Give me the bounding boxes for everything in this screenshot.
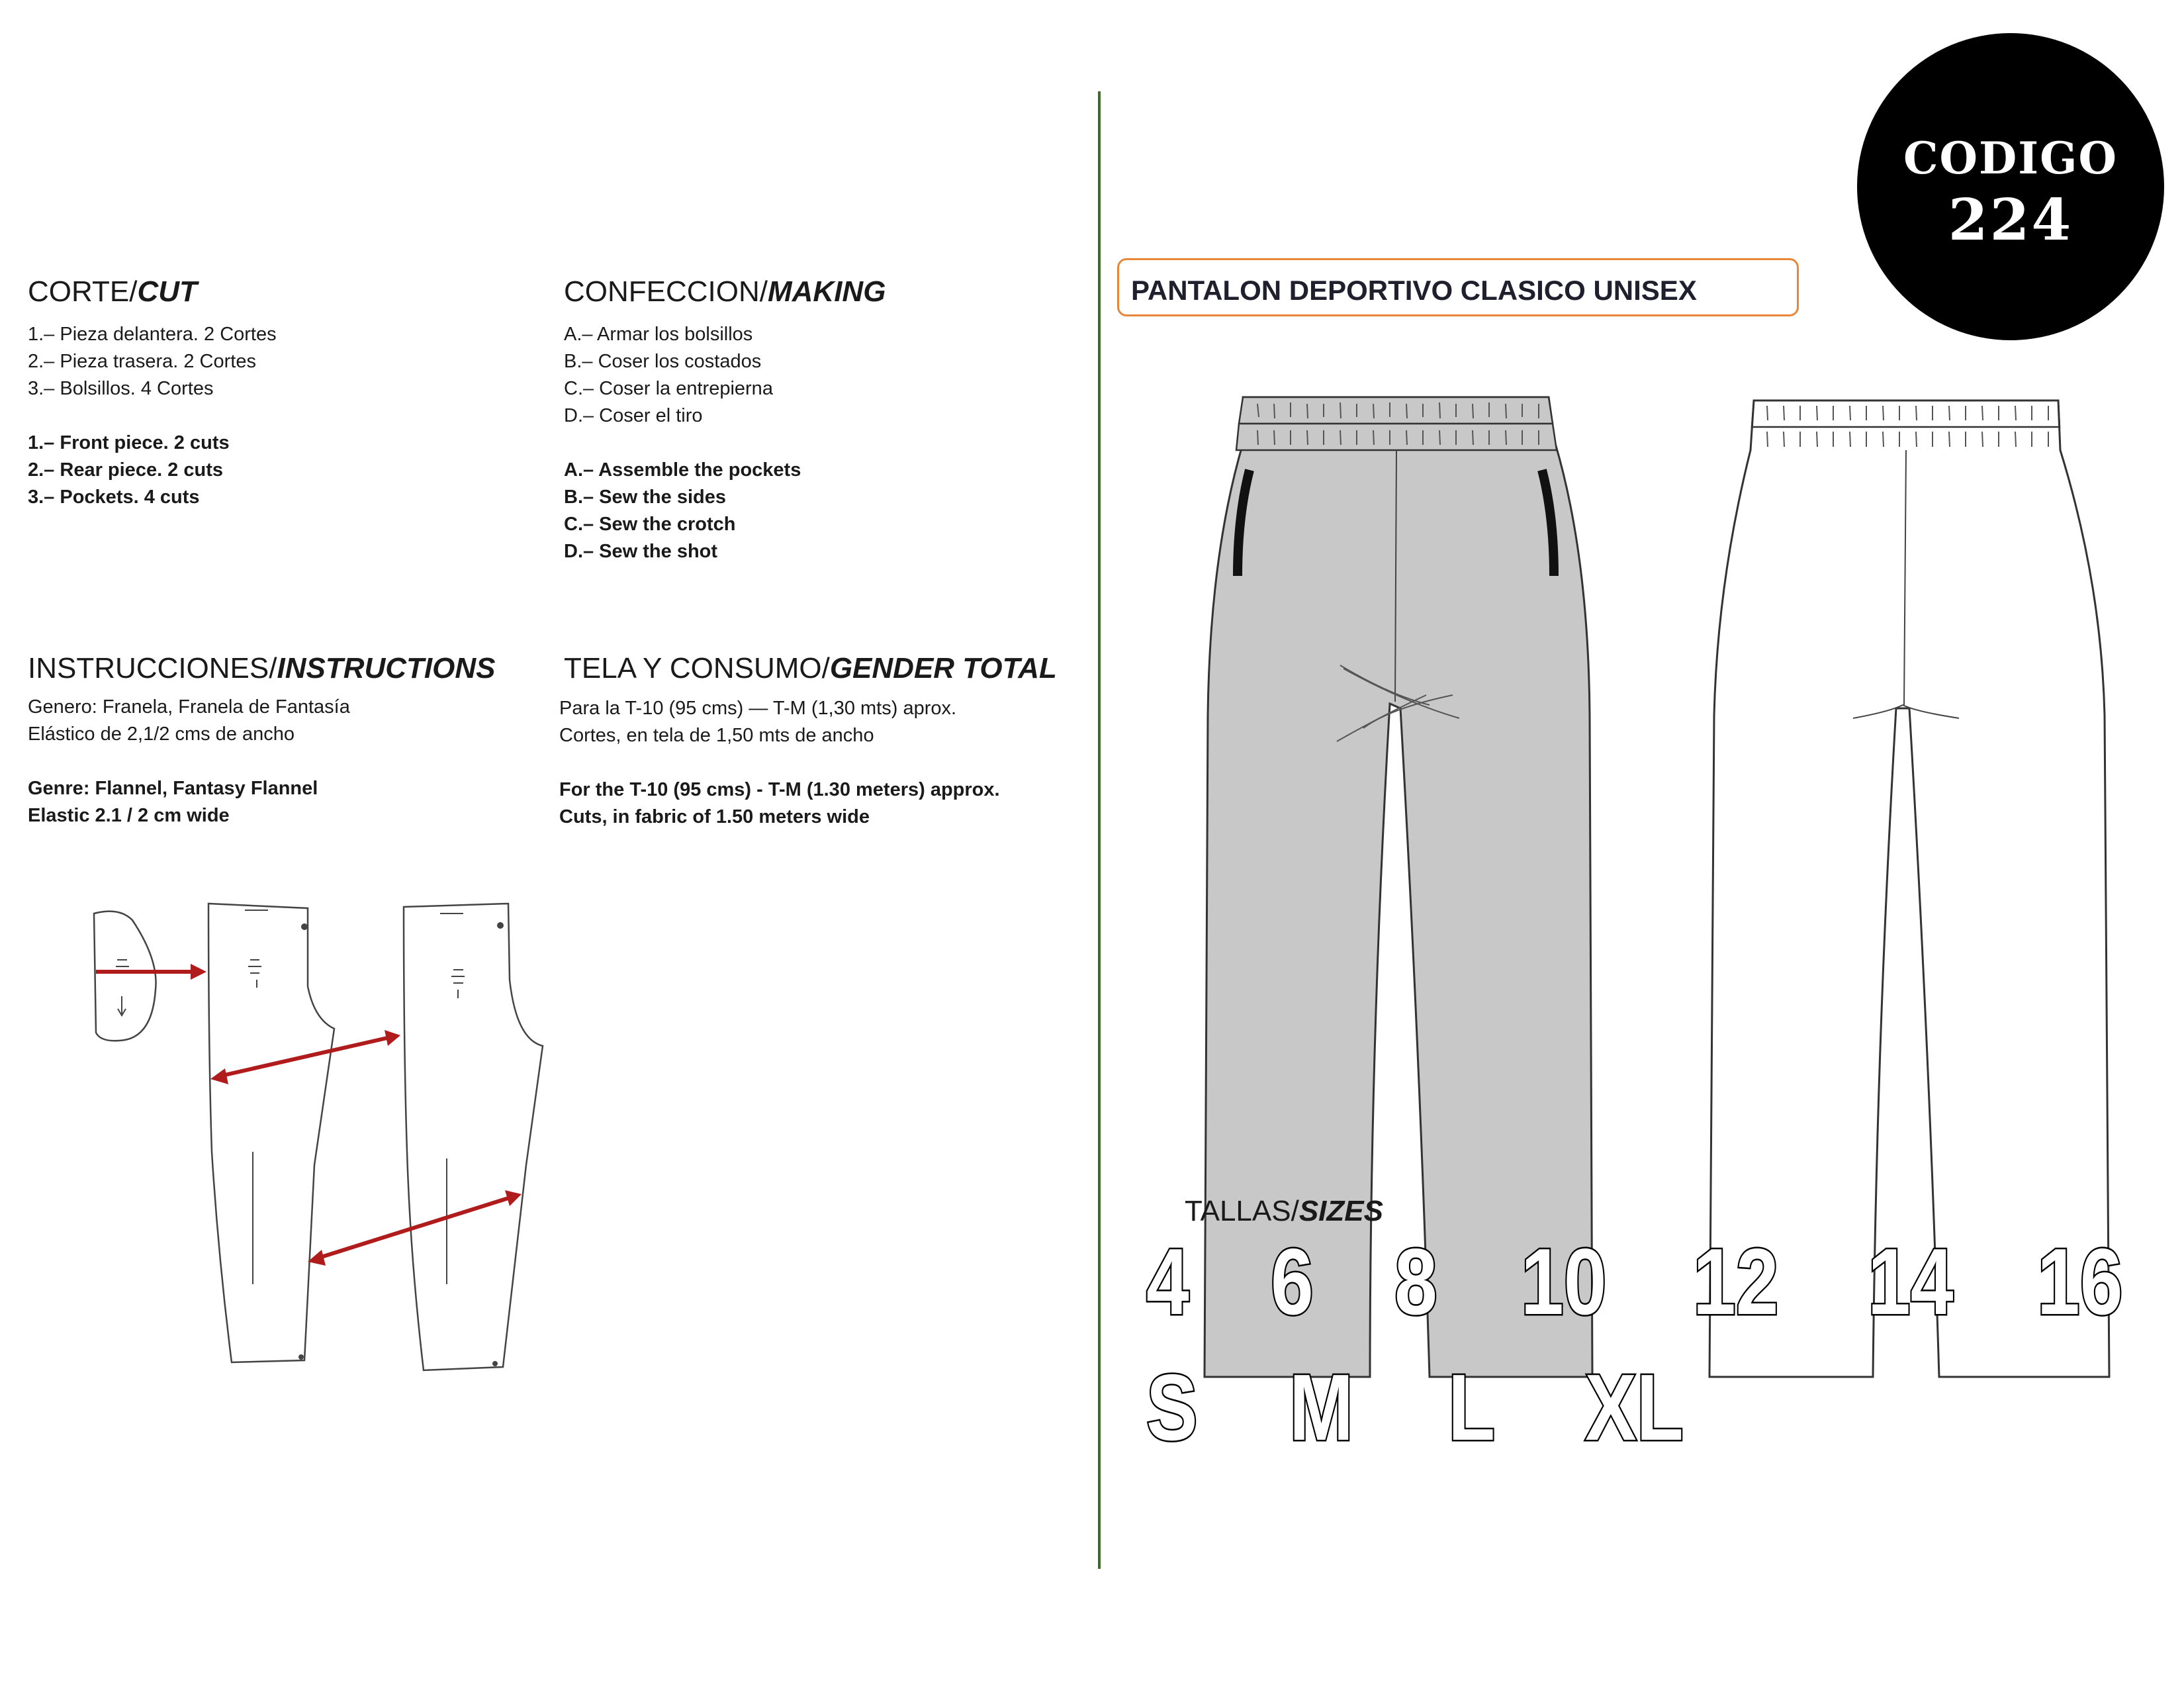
making-en-line: C.– Sew the crotch — [564, 514, 736, 535]
size-letter: XL — [1585, 1355, 1684, 1460]
cut-es-list — [28, 321, 277, 402]
instructions-heading-es: INSTRUCCIONES/ — [28, 652, 277, 684]
fabric-es-line: Cortes, en tela de 1,50 mts de ancho — [559, 725, 874, 746]
instructions-en-line: Genre: Flannel, Fantasy Flannel — [28, 778, 318, 799]
cut-heading — [28, 275, 197, 309]
fabric-heading — [564, 651, 1057, 686]
front-piece — [208, 904, 334, 1362]
sizes-label-en: SIZES — [1298, 1195, 1383, 1227]
size-letter: S — [1146, 1355, 1198, 1460]
instructions-en-list — [28, 775, 318, 829]
cut-es-line: 3.– Bolsillos. 4 Cortes — [28, 378, 214, 399]
fabric-heading-es: TELA Y CONSUMO/ — [564, 652, 830, 684]
making-es-line: A.– Armar los bolsillos — [564, 324, 753, 345]
column-divider — [1098, 91, 1101, 1569]
making-es-list — [564, 321, 773, 430]
making-en-line: A.– Assemble the pockets — [564, 459, 801, 481]
fabric-es-line: Para la T-10 (95 cms) — T-M (1,30 mts) aprox. — [559, 698, 957, 719]
size-number: 16 — [2037, 1229, 2123, 1335]
size-number: 4 — [1146, 1229, 1189, 1335]
size-number: 6 — [1271, 1229, 1314, 1335]
fabric-heading-en: GENDER TOTAL — [829, 652, 1057, 684]
instructions-heading — [28, 651, 495, 686]
cut-en-line: 1.– Front piece. 2 cuts — [28, 432, 230, 453]
cut-en-line: 2.– Rear piece. 2 cuts — [28, 459, 223, 481]
size-letter: M — [1289, 1355, 1354, 1460]
cut-en-line: 3.– Pockets. 4 cuts — [28, 487, 200, 508]
fabric-en-list — [559, 776, 1000, 831]
sizes-label-es: TALLAS/ — [1185, 1195, 1299, 1227]
making-en-line: D.– Sew the shot — [564, 541, 718, 562]
making-heading-en: MAKING — [768, 275, 886, 308]
instructions-heading-en: INSTRUCTIONS — [277, 652, 496, 684]
cut-heading-en: CUT — [137, 275, 197, 308]
size-letter: L — [1448, 1355, 1496, 1460]
cut-es-line: 2.– Pieza trasera. 2 Cortes — [28, 351, 256, 372]
instructions-en-line: Elastic 2.1 / 2 cm wide — [28, 805, 230, 826]
pattern-pieces-diagram — [79, 887, 556, 1390]
making-es-line: C.– Coser la entrepierna — [564, 378, 773, 399]
cut-heading-es: CORTE/ — [28, 275, 138, 308]
code-badge — [1857, 33, 2164, 340]
making-en-line: B.– Sew the sides — [564, 487, 726, 508]
making-es-line: D.– Coser el tiro — [564, 405, 703, 426]
making-heading-es: CONFECCION/ — [564, 275, 768, 308]
size-number: 10 — [1521, 1229, 1607, 1335]
instructions-es-list — [28, 694, 350, 748]
fabric-en-line: Cuts, in fabric of 1.50 meters wide — [559, 806, 870, 827]
instructions-es-line: Elástico de 2,1/2 cms de ancho — [28, 724, 295, 745]
making-es-line: B.– Coser los costados — [564, 351, 762, 372]
cut-es-line: 1.– Pieza delantera. 2 Cortes — [28, 324, 277, 345]
code-badge-number: 224 — [1948, 187, 2073, 254]
instructions-es-line: Genero: Franela, Franela de Fantasía — [28, 696, 350, 718]
sizes-label — [1185, 1195, 1383, 1228]
code-badge-label: CODIGO — [1903, 132, 2118, 184]
assembly-arrows — [96, 964, 522, 1266]
cut-en-list — [28, 430, 230, 511]
fabric-es-list — [559, 695, 956, 749]
making-heading — [564, 275, 886, 309]
size-number: 14 — [1868, 1229, 1954, 1335]
back-piece — [404, 904, 543, 1370]
size-number: 8 — [1394, 1229, 1437, 1335]
product-title: PANTALON DEPORTIVO CLASICO UNISEX — [1131, 275, 1697, 306]
fabric-en-line: For the T-10 (95 cms) - T-M (1.30 meters) approx. — [559, 779, 1000, 800]
product-title-box — [1117, 258, 1799, 316]
pocket-piece — [94, 912, 156, 1041]
size-number: 12 — [1693, 1229, 1779, 1335]
making-en-list — [564, 457, 801, 565]
